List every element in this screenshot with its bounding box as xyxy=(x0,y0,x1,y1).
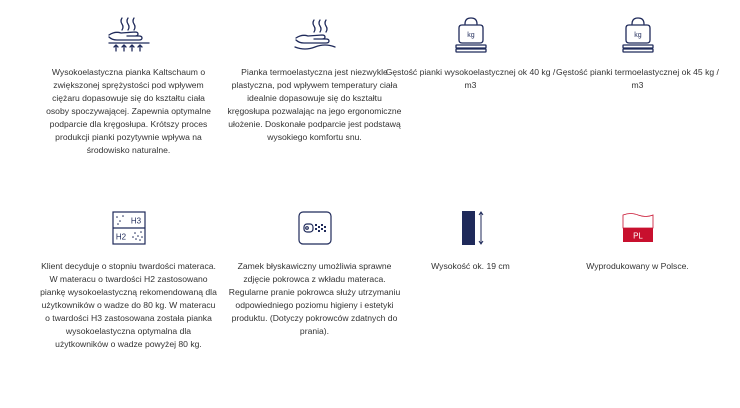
feature-text: Gęstość pianki wysokoelastycznej ok 40 kg / m3 xyxy=(385,67,556,90)
feature-hr-foam xyxy=(36,10,221,157)
feature-text: Wyprodukowany w Polsce. xyxy=(586,261,689,271)
mattress-height-icon xyxy=(378,204,563,252)
feature-text: Pianka termoelastyczna jest niezwykle plastyczna, pod wpływem temperatury ciała idealnie dopasowuje się do kształtu kręgosłupa pozwalając na jego ergonomiczne ułożenie. Doskonałe podparcie jest podstawą wysokiego komfortu snu. xyxy=(227,67,402,142)
feature-text: Zamek błyskawiczny umożliwia sprawne zdjęcie pokrowca z wkładu materaca. Regularne pranie pokrowca służy utrzymaniu odpowiedniego poziomu higieny i estetyki produktu. (Dotyczy pokrowców zdatnych do prania). xyxy=(228,261,401,336)
hand-on-foam-with-heat-icon xyxy=(36,10,221,58)
weight-label: kg xyxy=(633,32,642,39)
feature-text: Wysokość ok. 19 cm xyxy=(431,261,510,271)
kettlebell-density-icon xyxy=(378,10,563,58)
feature-height xyxy=(378,204,563,273)
feature-firmness xyxy=(36,204,221,351)
kettlebell-density-icon xyxy=(545,10,730,58)
feature-text: Gęstość pianki termoelastycznej ok 45 kg / m3 xyxy=(556,67,719,90)
feature-text: Wysokoelastyczna pianka Kaltschaum o zwiększonej sprężystości pod wpływem ciężaru dopasowuje się do kształtu ciała osoby spoczywającej. Zapewnia optymalne podparcie dla kręgosłupa. Krótszy proces produkcji pianki pozytywnie wpływa na środowisko naturalne. xyxy=(46,67,211,155)
firmness-h2-h3-icon xyxy=(36,204,221,252)
flag-label: PL xyxy=(632,231,643,241)
h2-label: H2 xyxy=(115,232,126,242)
feature-thermo-density xyxy=(545,10,730,92)
polish-flag-icon xyxy=(545,204,730,252)
feature-made-in-poland xyxy=(545,204,730,273)
weight-label: kg xyxy=(466,32,475,39)
feature-hr-density xyxy=(378,10,563,92)
h3-label: H3 xyxy=(130,216,141,226)
feature-text: Klient decyduje o stopniu twardości materaca. W materacu o twardości H2 zastosowano piankę wysokoelastyczną rekomendowaną dla użytkowników o wadze do 80 kg. W materacu o twardości H3 zastosowana została pianka wysokoelastyczna optymalna dla użytkowników o wadze powyżej 80 kg. xyxy=(40,261,217,349)
